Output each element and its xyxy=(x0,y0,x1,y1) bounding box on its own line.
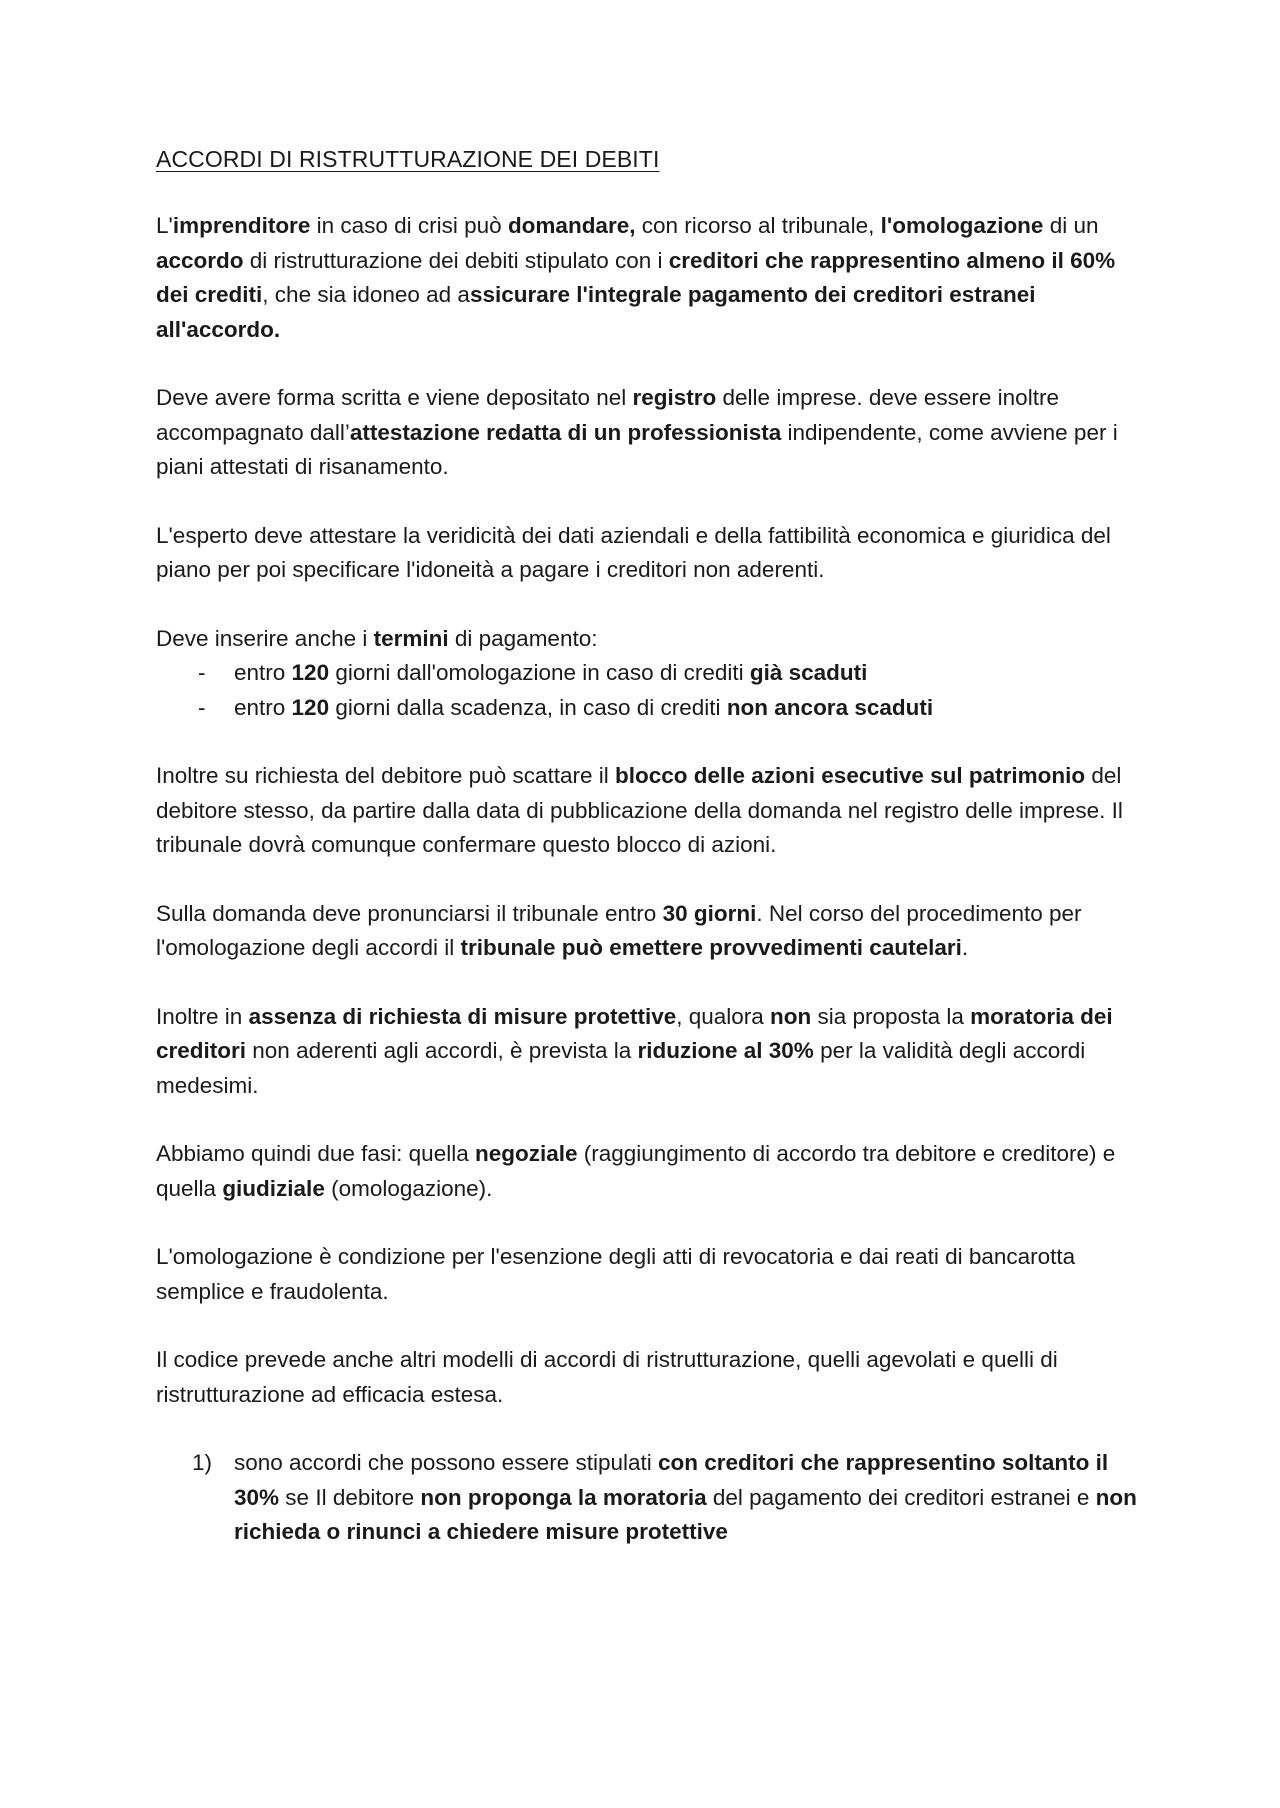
paragraph-block xyxy=(156,759,1146,863)
bold-run: con creditori che rappresentino soltanto il 30% xyxy=(234,1450,1109,1510)
bold-run: imprenditore xyxy=(172,213,311,238)
text-run: entro xyxy=(234,694,292,720)
terms-list xyxy=(156,656,1146,725)
text-run: di ristrutturazione dei debiti stipulato con i xyxy=(243,247,669,273)
bold-run: non ancora scaduti xyxy=(726,694,934,720)
list-item xyxy=(198,656,1146,691)
text-run: Inoltre su richiesta del debitore può scattare il xyxy=(156,763,615,788)
bold-run: 120 xyxy=(291,660,330,685)
bold-run: 30 giorni xyxy=(662,900,757,926)
text-run: di un xyxy=(1043,213,1099,238)
list-item-text xyxy=(234,660,867,685)
text-run: del debitore stesso, da partire dalla data di pubblicazione della domanda nel registro delle imprese. Il tribunale dovrà comunque confermare questo blocco di azioni. xyxy=(156,763,1123,857)
text-run: se Il debitore xyxy=(279,1484,421,1510)
bold-run: non richieda o rinunci a chiedere misure protettive xyxy=(234,1484,1137,1544)
paragraph-expert xyxy=(156,519,1146,588)
text-run: . xyxy=(961,935,969,960)
bold-run: negoziale xyxy=(474,1141,578,1166)
bold-run: creditori che rappresentino almeno il 60% dei crediti xyxy=(156,247,1116,307)
text-run: Sulla domanda deve pronunciarsi il tribunale entro xyxy=(156,900,663,926)
text-run: non aderenti agli accordi, è prevista la xyxy=(246,1038,638,1063)
text-run: sono accordi che possono essere stipulati xyxy=(234,1450,658,1475)
bold-run: l'omologazione xyxy=(880,213,1044,238)
document-title: ACCORDI DI RISTRUTTURAZIONE DEI DEBITI xyxy=(156,146,660,172)
list-dash: - xyxy=(198,660,206,685)
paragraph-court xyxy=(156,897,1146,966)
text-run: L' xyxy=(156,213,173,238)
paragraph-form xyxy=(156,381,1146,485)
list-item xyxy=(192,1446,1146,1550)
text-run: per la validità degli accordi medesimi. xyxy=(156,1038,1086,1098)
text-run: L'omologazione è condizione per l'esenzione degli atti di revocatoria e dai reati di bancarotta semplice e fraudolenta. xyxy=(156,1244,1076,1304)
bold-run: attestazione redatta di un professionista xyxy=(349,419,782,445)
bold-run: 120 xyxy=(291,694,330,720)
text-run: del pagamento dei creditori estranei e xyxy=(706,1484,1096,1510)
text-run: , che sia idoneo ad a xyxy=(262,282,470,307)
text-run: Deve avere forma scritta e viene depositato nel xyxy=(156,385,633,410)
bold-run: accordo xyxy=(156,247,244,273)
list-item-text xyxy=(234,1450,1137,1544)
text-run: L'esperto deve attestare la veridicità dei dati aziendali e della fattibilità economica e giuridica del piano per poi specificare l'idoneità a pagare i creditori non aderenti. xyxy=(156,522,1111,582)
text-run: Deve inserire anche i xyxy=(156,625,374,651)
text-run: delle imprese. deve essere inoltre accompagnato dall’ xyxy=(156,385,1059,445)
text-run: , qualora xyxy=(676,1003,771,1029)
paragraph-terms xyxy=(156,622,1146,657)
paragraph-models xyxy=(156,1343,1146,1412)
text-run: indipendente, come avviene per i piani attestati di risanamento. xyxy=(156,419,1118,479)
text-run: giorni dall'omologazione in caso di crediti xyxy=(329,660,750,685)
text-run: Abbiamo quindi due fasi: quella xyxy=(156,1141,475,1166)
text-run: Il codice prevede anche altri modelli di accordi di ristrutturazione, quelli agevolati e quelli di ristrutturazione ad efficacia estesa. xyxy=(156,1347,1058,1407)
bold-run: blocco delle azioni esecutive sul patrimonio xyxy=(615,763,1086,788)
bold-run: riduzione al 30% xyxy=(637,1038,814,1063)
bold-run: moratoria dei creditori xyxy=(156,1003,1113,1063)
text-run: in caso di crisi può xyxy=(310,213,508,238)
text-run: (raggiungimento di accordo tra debitore e creditore) e quella xyxy=(156,1141,1116,1201)
bold-run: già scaduti xyxy=(749,660,868,685)
list-dash: - xyxy=(198,694,206,720)
text-run: con ricorso al tribunale, xyxy=(635,213,881,238)
bold-run: registro xyxy=(632,385,717,410)
bold-run: tribunale può emettere provvedimenti cautelari xyxy=(460,935,962,960)
bold-run: giudiziale xyxy=(222,1175,325,1201)
bold-run: ssicurare l'integrale pagamento dei creditori estranei all'accordo. xyxy=(156,282,1036,342)
text-run: (omologazione). xyxy=(324,1175,493,1201)
paragraph-phases xyxy=(156,1137,1146,1206)
text-run: giorni dalla scadenza, in caso di crediti xyxy=(329,694,727,720)
bold-run: non xyxy=(770,1003,812,1029)
paragraph-homologation xyxy=(156,1240,1146,1309)
list-item xyxy=(198,691,1146,726)
paragraph-protective xyxy=(156,1000,1146,1104)
models-list xyxy=(156,1446,1146,1550)
list-number: 1) xyxy=(192,1450,213,1475)
text-run: entro xyxy=(234,660,292,685)
bold-run: non proponga la moratoria xyxy=(420,1484,707,1510)
bold-run: assenza di richiesta di misure protettive xyxy=(248,1003,677,1029)
bold-run: domandare, xyxy=(507,213,636,238)
text-run: . Nel corso del procedimento per l'omologazione degli accordi il xyxy=(156,900,1082,960)
bold-run: termini xyxy=(373,625,449,651)
text-run: di pagamento: xyxy=(448,625,598,651)
list-item-text xyxy=(234,695,933,720)
text-run: Inoltre in xyxy=(156,1003,249,1029)
paragraph-intro xyxy=(156,209,1146,347)
text-run: sia proposta la xyxy=(811,1003,971,1029)
document-page xyxy=(156,146,1146,1550)
